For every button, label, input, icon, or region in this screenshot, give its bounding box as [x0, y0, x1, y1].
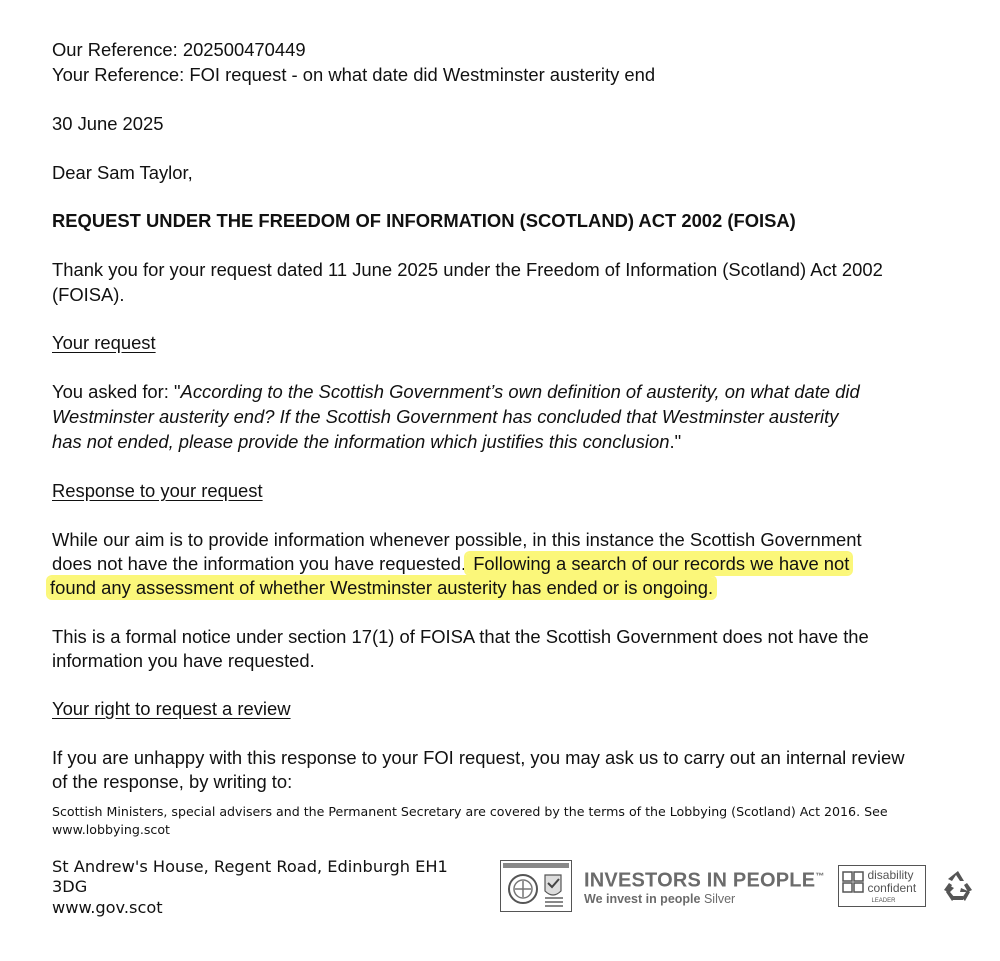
disability-line-1: disability — [867, 868, 914, 882]
iip-trademark: ™ — [815, 870, 825, 881]
disability-level: LEADER — [871, 898, 896, 904]
salutation: Dear Sam Taylor, — [52, 162, 193, 183]
iip-tagline: We invest in people — [584, 892, 701, 907]
response-line-2 — [52, 552, 851, 577]
review-line-1: If you are unhappy with this response to your FOI request, you may ask us to carry out an internal review — [52, 747, 905, 768]
intro-line-2: (FOISA). — [52, 284, 125, 305]
lobbying-notice-link[interactable]: www.lobbying.scot — [52, 822, 170, 837]
review-line-2: of the response, by writing to: — [52, 771, 293, 792]
request-quote-part-2: Westminster austerity end? If the Scottish Government has concluded that Westminster austerity — [52, 406, 839, 427]
request-line-3 — [52, 430, 681, 455]
your-reference: Your Reference: FOI request - on what date did Westminster austerity end — [52, 64, 656, 85]
address-line-1: St Andrew's House, Regent Road, Edinburgh EH1 — [52, 857, 448, 876]
iip-level: Silver — [703, 892, 736, 907]
request-line-2 — [52, 405, 838, 430]
investors-in-people-logo — [584, 865, 824, 908]
review-heading: Your right to request a review — [52, 698, 291, 719]
formal-notice-line-2: information you have requested. — [52, 650, 315, 671]
certification-logos — [500, 858, 976, 914]
highlighted-text-1: Following a search of our records we have not — [468, 553, 850, 574]
highlighted-text-2: found any assessment of whether Westminster austerity has ended or is ongoing. — [50, 577, 714, 598]
our-reference: Our Reference: 202500470449 — [52, 39, 306, 60]
your-request-heading: Your request — [52, 332, 156, 353]
response-line-3 — [52, 576, 715, 601]
iip-title: INVESTORS IN PEOPLE — [584, 869, 816, 892]
intro-line-1: Thank you for your request dated 11 June 2025 under the Freedom of Information (Scotland) Act 2002 — [52, 259, 883, 280]
lobbying-notice-line-1: Scottish Ministers, special advisers and the Permanent Secretary are covered by the terms of the Lobbying (Scotland) Act 2016. See — [52, 804, 888, 819]
address-line-2: 3DG — [52, 877, 88, 896]
response-line-1: While our aim is to provide information whenever possible, in this instance the Scottish Government — [52, 529, 862, 550]
request-line-1 — [52, 380, 860, 405]
website-link[interactable]: www.gov.scot — [52, 898, 163, 917]
request-prefix: You asked for: " — [52, 381, 181, 402]
request-quote-part-1: According to the Scottish Government’s own definition of austerity, on what date did — [180, 381, 860, 402]
letter-title: REQUEST UNDER THE FREEDOM OF INFORMATION (SCOTLAND) ACT 2002 (FOISA) — [52, 210, 796, 231]
recycle-icon — [940, 868, 976, 904]
request-quote-end: ." — [669, 431, 682, 452]
response-heading: Response to your request — [52, 480, 263, 501]
formal-notice-line-1: This is a formal notice under section 17(1) of FOISA that the Scottish Government does not have the — [52, 626, 869, 647]
response-plain-text: does not have the information you have requested. — [52, 553, 467, 574]
letter-date: 30 June 2025 — [52, 113, 164, 134]
iso-certification-icon — [500, 860, 572, 912]
request-quote-part-3: has not ended, please provide the information which justifies this conclusion — [52, 431, 670, 452]
disability-line-2: confident — [867, 881, 917, 895]
disability-confident-logo — [838, 865, 926, 907]
